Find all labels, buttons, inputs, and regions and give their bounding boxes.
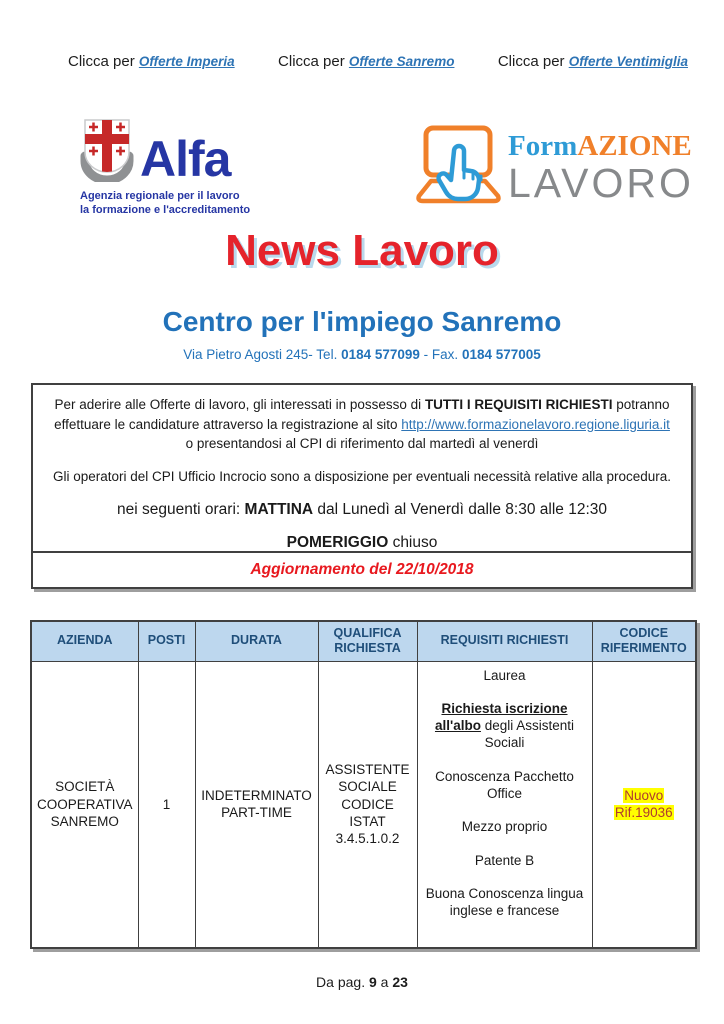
info-paragraph-hours [49,499,675,521]
formazione-wordmark [508,132,694,204]
top-link-ventimiglia [498,53,688,71]
top-links-bar [68,53,688,71]
update-date-text: Aggiornamento del 22/10/2018 [250,561,474,578]
requisiti-richiesti-emphasis: TUTTI I REQUISITI RICHIESTI [424,397,613,412]
requisito-albo [422,700,588,752]
alfa-logo [80,118,250,218]
requisito-mezzo: Mezzo proprio [461,819,548,835]
offerte-imperia-link[interactable]: Offerte Imperia [138,54,235,69]
chiuso-text: chiuso [392,533,438,551]
info-p1-text2: potranno effettuare le candidature attraverso la registrazione al sito [54,397,670,432]
cell-azienda: SOCIETÀ COOPERATIVA SANREMO [31,661,138,948]
requisito-laurea: Laurea [483,667,526,683]
requisito-patente: Patente B [474,852,535,868]
phone-number: 0184 577099 [341,347,420,362]
fax-number: 0184 577005 [461,347,541,362]
info-paragraph-2: Gli operatori del CPI Ufficio Incrocio sono a disposizione per eventuali necessità relative alla procedura. [52,468,672,484]
jobs-table [30,620,697,949]
header-codice: CODICE RIFERIMENTO [592,621,696,661]
laptop-click-icon [416,124,508,214]
page-title: News Lavoro [225,226,499,275]
alfa-tagline [80,189,250,218]
cell-qualifica: ASSISTENTE SOCIALE CODICE ISTAT 3.4.5.1.0.2 [318,661,417,948]
formazione-line1 [508,132,694,161]
azione-text: AZIONE [577,130,692,162]
page-footer [0,974,724,990]
requisito-office: Conoscenza Pacchetto Office [435,768,574,801]
alfa-wordmark: Alfa [140,131,231,187]
codice-line-2 [597,804,692,821]
codice-line-1 [597,787,692,804]
alfa-logo-top [80,118,250,187]
requisito-albo-rest: degli Assistenti Sociali [480,718,575,751]
cell-requisiti [417,661,592,948]
header-qualifica: QUALIFICA RICHIESTA [318,621,417,661]
footer-text-2: a [376,974,393,990]
info-paragraph-1 [49,395,675,454]
cell-durata: INDETERMINATO PART-TIME [195,661,318,948]
header-durata: DURATA [195,621,318,661]
info-p1-text: Per aderire alle Offerte di lavoro, gli interessati in possesso di [54,397,425,412]
pomeriggio-label: POMERIGGIO [286,533,389,551]
alfa-tagline-line1: Agenzia regionale per il lavoro [80,190,240,202]
clicca-per-label: Clicca per [68,53,139,70]
clicca-per-label: Clicca per [278,53,349,70]
orari-text: nei seguenti orari: [117,501,245,519]
footer-page-start: 9 [368,974,377,990]
info-p1-text3: o presentandosi al CPI di riferimento dal martedì al venerdì [185,436,539,452]
formazionelavoro-site-link[interactable]: http://www.formazionelavoro.regione.liguria.it [401,416,670,432]
requisito-lingue: Buona Conoscenza lingua inglese e francese [425,885,584,919]
formazione-lavoro-logo [416,124,694,214]
alfa-tagline-line2: la formazione e l'accreditamento [80,204,251,217]
cell-codice [592,661,696,948]
offerte-sanremo-link[interactable]: Offerte Sanremo [348,54,455,69]
table-row [31,661,696,948]
top-link-imperia [68,53,235,71]
clicca-per-label: Clicca per [497,53,569,70]
lavoro-text: LAVORO [508,160,694,206]
update-box [31,551,693,589]
header-azienda: AZIENDA [31,621,138,661]
offerte-ventimiglia-link[interactable]: Offerte Ventimiglia [568,54,688,69]
footer-text: Da pag. [316,974,369,990]
table-header-row [31,621,696,661]
header-requisiti: REQUISITI RICHIESTI [417,621,592,661]
form-text: Form [508,130,578,162]
center-name-heading: Centro per l'impiego Sanremo [162,306,562,337]
cell-posti: 1 [138,661,195,948]
nuovo-highlight: Nuovo [624,787,664,803]
center-contact-line [0,347,724,362]
top-link-sanremo [278,53,454,71]
footer-page-end: 23 [392,974,408,990]
fax-label: - Fax. [419,347,462,362]
address-text: Via Pietro Agosti 245- Tel. [183,347,342,362]
liguria-shield-icon [80,118,134,182]
rif-highlight: Rif.19036 [614,805,673,821]
header-posti: POSTI [138,621,195,661]
info-box [31,383,693,568]
requisito-albo-emphasis: Richiesta iscrizione all'albo [434,700,568,734]
mattina-label: MATTINA [244,501,314,519]
orari-detail: dal Lunedì al Venerdì dalle 8:30 alle 12:30 [313,501,607,519]
